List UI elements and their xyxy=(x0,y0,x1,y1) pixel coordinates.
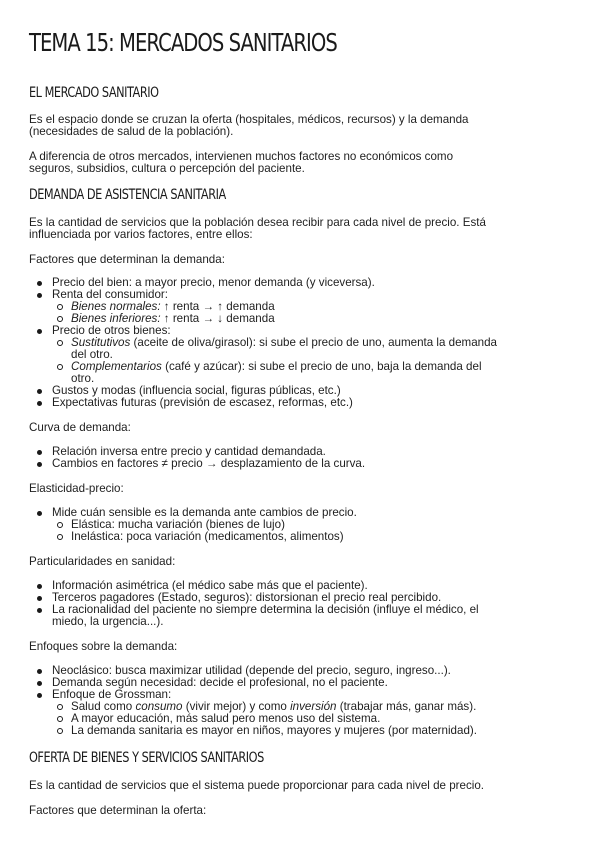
bullet-dot xyxy=(37,693,42,698)
list-subitem-cont: del otro. xyxy=(71,348,113,361)
bullet-dot xyxy=(37,389,42,394)
list-item-cont: miedo, la urgencia...). xyxy=(52,615,164,628)
list-item: Enfoque de Grossman: xyxy=(52,688,172,701)
paragraph-line: Es la cantidad de servicios que la población desea recibir para cada nivel de precio. Está xyxy=(29,216,486,229)
section-heading-oferta: OFERTA DE BIENES Y SERVICIOS SANITARIOS xyxy=(29,750,264,766)
bullet-dot xyxy=(37,329,42,334)
bullet-dot xyxy=(37,281,42,286)
list-subitem: Elástica: mucha variación (bienes de lujo) xyxy=(71,518,285,531)
bullet-dot xyxy=(37,293,42,298)
bullet-dot xyxy=(37,681,42,686)
list-subitem: La demanda sanitaria es mayor en niños, mayores y mujeres (por maternidad). xyxy=(71,724,477,737)
bullet-dot xyxy=(37,669,42,674)
list-item: La racionalidad del paciente no siempre determina la decisión (influye el médico, el xyxy=(52,603,479,616)
bullet-dot xyxy=(37,511,42,516)
list-label: Elasticidad-precio: xyxy=(29,482,124,495)
bullet-ring xyxy=(57,304,63,310)
bullet-ring xyxy=(57,704,63,710)
bullet-dot xyxy=(37,584,42,589)
paragraph-line: A diferencia de otros mercados, intervienen muchos factores no económicos como xyxy=(29,150,454,163)
paragraph-line: seguros, subsidios, cultura o percepción del paciente. xyxy=(29,162,305,175)
list-item: Cambios en factores ≠ precio → desplazamiento de la curva. xyxy=(52,457,366,470)
list-item: Relación inversa entre precio y cantidad demandada. xyxy=(52,445,326,458)
section-heading-demanda: DEMANDA DE ASISTENCIA SANITARIA xyxy=(29,187,226,203)
list-item: Mide cuán sensible es la demanda ante cambios de precio. xyxy=(52,506,357,519)
list-item: Gustos y modas (influencia social, figuras públicas, etc.) xyxy=(52,384,341,397)
bullet-dot xyxy=(37,608,42,613)
list-subitem: Sustitutivos (aceite de oliva/girasol): si sube el precio de uno, aumenta la demanda xyxy=(71,336,498,349)
list-item: Información asimétrica (el médico sabe más que el paciente). xyxy=(52,579,368,592)
list-label: Factores que determinan la demanda: xyxy=(29,253,225,266)
list-subitem: Bienes inferiores: ↑ renta → ↓ demanda xyxy=(71,312,275,325)
list-subitem: Bienes normales: ↑ renta → ↑ demanda xyxy=(71,300,275,313)
paragraph-line: influenciada por varios factores, entre ellos: xyxy=(29,228,253,241)
list-subitem: Inelástica: poca variación (medicamentos, alimentos) xyxy=(71,530,344,543)
list-item: Demanda según necesidad: decide el profesional, no el paciente. xyxy=(52,676,388,689)
list-item: Precio del bien: a mayor precio, menor demanda (y viceversa). xyxy=(52,276,375,289)
list-label: Factores que determinan la oferta: xyxy=(29,804,207,817)
list-subitem: A mayor educación, más salud pero menos uso del sistema. xyxy=(71,712,381,725)
bullet-ring xyxy=(57,728,63,734)
list-subitem: Complementarios (café y azúcar): si sube el precio de uno, baja la demanda del xyxy=(71,360,482,373)
list-subitem: Salud como consumo (vivir mejor) y como inversión (trabajar más, ganar más). xyxy=(71,700,477,713)
bullet-ring xyxy=(57,364,63,370)
list-item: Neoclásico: busca maximizar utilidad (depende del precio, seguro, ingreso...). xyxy=(52,664,451,677)
page-title: TEMA 15: MERCADOS SANITARIOS xyxy=(29,28,337,57)
bullet-dot xyxy=(37,401,42,406)
list-item: Renta del consumidor: xyxy=(52,288,168,301)
bullet-ring xyxy=(57,340,63,346)
list-label: Enfoques sobre la demanda: xyxy=(29,640,178,653)
list-item: Precio de otros bienes: xyxy=(52,324,171,337)
list-subitem-cont: otro. xyxy=(71,372,95,385)
list-item: Terceros pagadores (Estado, seguros): distorsionan el precio real percibido. xyxy=(52,591,442,604)
bullet-ring xyxy=(57,716,63,722)
paragraph-line: Es el espacio donde se cruzan la oferta (hospitales, médicos, recursos) y la demanda xyxy=(29,113,469,126)
bullet-ring xyxy=(57,316,63,322)
list-label: Curva de demanda: xyxy=(29,421,131,434)
list-label: Particularidades en sanidad: xyxy=(29,555,176,568)
section-heading-mercado: EL MERCADO SANITARIO xyxy=(29,85,159,101)
list-item: Expectativas futuras (previsión de escasez, reformas, etc.) xyxy=(52,396,353,409)
paragraph-line: (necesidades de salud de la población). xyxy=(29,125,234,138)
bullet-dot xyxy=(37,596,42,601)
bullet-dot xyxy=(37,462,42,467)
bullet-ring xyxy=(57,522,63,528)
bullet-ring xyxy=(57,534,63,540)
bullet-dot xyxy=(37,450,42,455)
paragraph-line: Es la cantidad de servicios que el sistema puede proporcionar para cada nivel de precio. xyxy=(29,779,484,792)
